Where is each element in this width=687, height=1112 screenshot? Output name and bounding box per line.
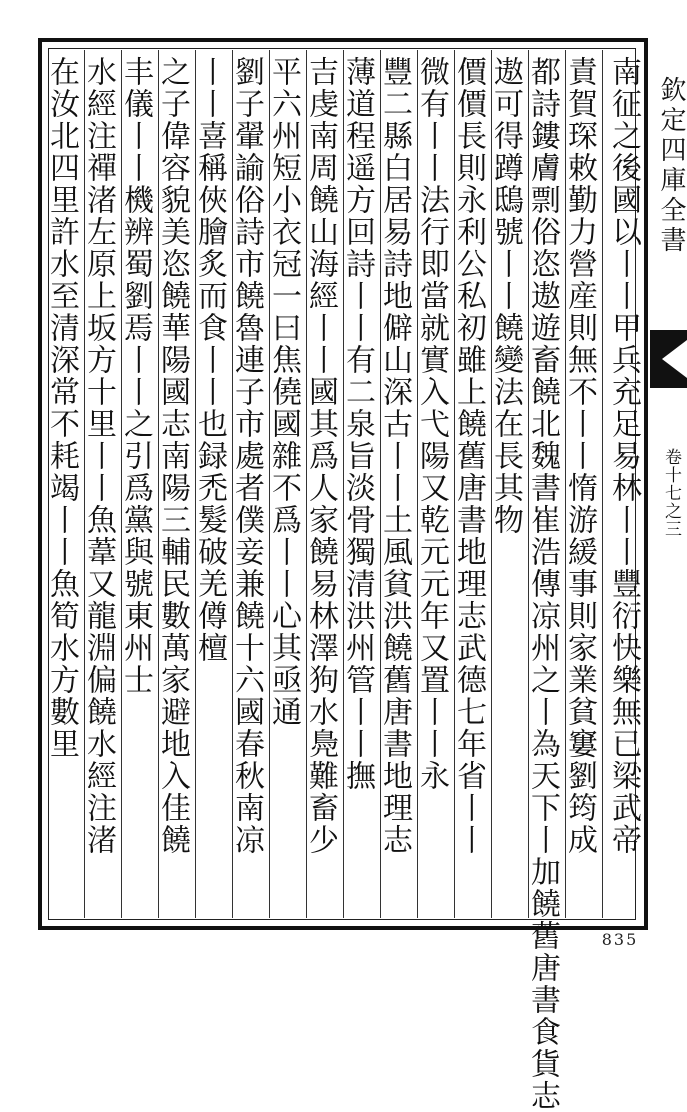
text-column-9: 吉虔南周饒山海經丨丨國其爲人家饒易林澤狗水鳧難畜少 — [303, 56, 338, 856]
text-column-13: 之子偉容貌美恣饒華陽國志南陽三輔民數萬家避地入佳饒 — [155, 56, 190, 856]
volume-label: 卷十七之三 — [661, 448, 681, 538]
text-column-1: 南征之後國以丨丨甲兵充足易林丨丨豐衍快樂無已梁武帝 — [606, 56, 641, 856]
text-column-5: 價價長則永利公私初雖上饒舊唐書地理志武德七年省丨丨 — [451, 56, 486, 856]
page-number: 835 — [601, 930, 639, 949]
text-column-3: 都詩鏤膚剽俗恣遨遊畜饒北魏書崔浩傳凉州之丨為天下丨加饒舊唐書食貨志 — [525, 56, 560, 1112]
text-column-15: 水經注禪渚左原上坂方十里丨丨魚葦又龍淵偏饒水經注渚 — [81, 56, 116, 856]
page-margin — [650, 38, 687, 930]
text-column-7: 豐二縣白居易詩地僻山深古丨丨土風貧洪饒舊唐書地理志 — [377, 56, 412, 856]
text-column-6: 微有丨丨法行即當就實入弋陽又乾元元年又置丨丨永 — [414, 56, 449, 792]
text-column-4: 遨可得蹲鴟號丨丨饒變法在長其物 — [488, 56, 523, 536]
book-title: 欽定四庫全書 — [656, 76, 686, 256]
text-column-10: 平六州短小衣冠一曰焦僥國雜不爲丨丨心其亟通 — [266, 56, 301, 728]
text-column-2: 責賀琛敕勤力營産則無不丨丨惰游緩事則家業貧窶劉筠成 — [562, 56, 597, 856]
text-column-16: 在汝北四里許水至清深常不耗竭丨丨魚筍水方數里 — [44, 56, 79, 760]
text-column-11: 劉子翬諭俗詩市饒魯連子市處者僕妾兼饒十六國春秋南凉 — [229, 56, 264, 856]
text-column-14: 丰儀丨丨機辨蜀劉焉丨丨之引爲黨與號東州士 — [118, 56, 153, 696]
text-column-12: 丨丨喜稱俠膾炙而食丨丨也録禿髮破羌僔檀 — [192, 56, 227, 664]
text-column-8: 薄道程遥方回詩丨丨有二泉旨淡骨獨清洪州管丨丨撫 — [340, 56, 375, 792]
fish-tail-ornament — [650, 330, 687, 388]
